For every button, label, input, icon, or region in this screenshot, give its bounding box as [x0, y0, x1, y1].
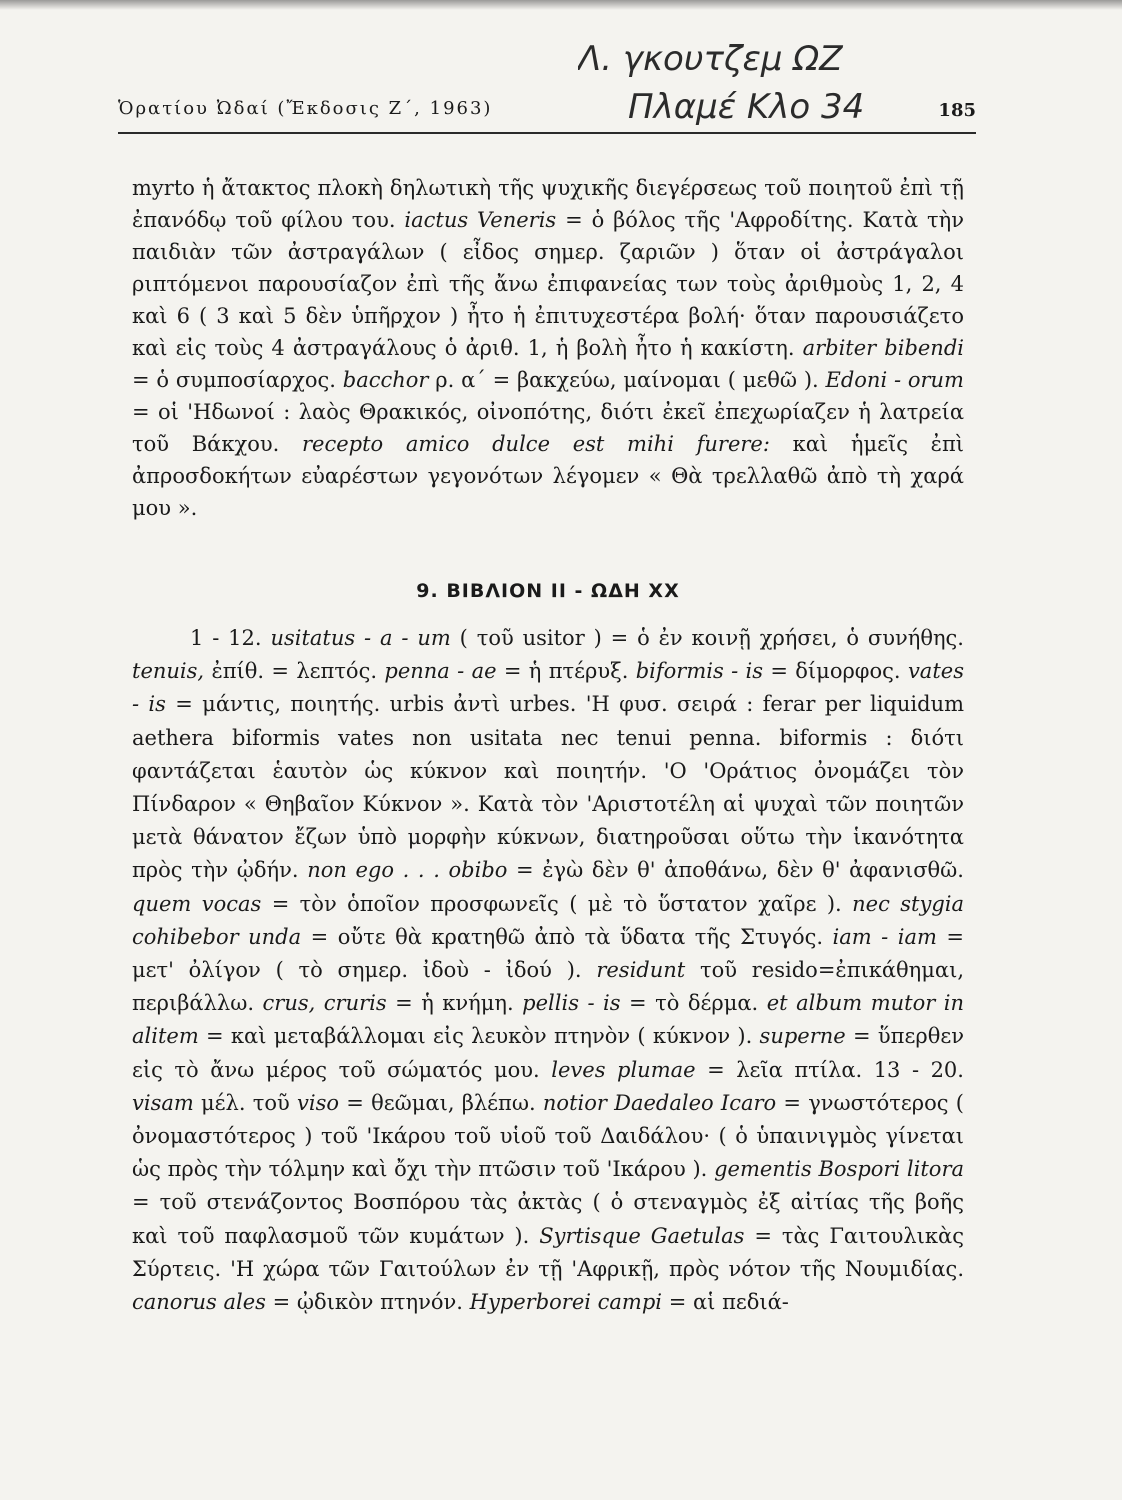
text-run: = ἡ πτέρυξ.: [503, 659, 629, 684]
text-run: = ὁ συμποσίαρχος.: [132, 368, 336, 392]
latin-lemma: residunt: [596, 958, 686, 983]
handwriting-line-2: Πλαμέ Κλο 34: [628, 87, 865, 127]
text-run: μέλ. τοῦ: [201, 1090, 290, 1115]
latin-lemma: Edoni - orum: [825, 368, 964, 392]
text-run: καὶ ἡμεῖς ἐπὶ ἀπροσδοκήτων εὐαρέστων γεγονότων λέγομεν « Θὰ τρελλαθῶ ἀπὸ τὴ χαρά μου ».: [132, 432, 964, 520]
page-number: 185: [938, 100, 976, 121]
text-run: = θεῶμαι, βλέπω.: [346, 1090, 536, 1115]
latin-lemma: Hyperborei campi: [469, 1290, 663, 1315]
text-run: = ᾠδικὸν πτηνόν.: [272, 1290, 463, 1315]
text-run: = τοῦ στενάζοντος Βοσπόρου τὰς ἀκτὰς ( ὁ στεναγμὸς ἐξ αἰτίας τῆς βοῆς καὶ τοῦ παφλασμοῦ τῶν κυμάτων ).: [132, 1190, 964, 1248]
handwritten-annotation: [578, 30, 1028, 140]
latin-lemma: bacchor: [342, 368, 429, 392]
latin-lemma: viso: [297, 1090, 340, 1115]
text-run: = τὰς Γαιτουλικὰς Σύρτεις. 'Η χώρα τῶν Γαιτούλων ἐν τῇ 'Αφρικῇ, πρὸς νότον τῆς Νουμιδίας.: [132, 1223, 964, 1281]
text-run: = ἡ κνήμη.: [395, 991, 514, 1016]
latin-lemma: tenuis,: [132, 659, 205, 684]
latin-lemma: Syrtisque Gaetulas: [539, 1223, 745, 1248]
text-run: = μάντις, ποιητής. urbis ἀντὶ urbes. 'Η φυσ. σειρά : ferar per liquidum aethera biformis vates non usitata nec tenui penna. biformis : διότι φαντάζεται ἑαυτὸν ὡς κύκνον καὶ ποιητήν. 'Ο 'Οράτιος ὀνομάζει τὸν Πίνδαρον « Θηβαῖον Κύκνον ». Κατὰ τὸν 'Αριστοτέλη αἱ ψυχαὶ τῶν ποιητῶν μετὰ θάνατον ἔζων ὑπὸ μορφὴν κύκνων, διατηροῦσαι οὕτω τὴν ἱκανότητα πρὸς τὴν ᾠδήν.: [132, 692, 965, 883]
latin-lemma: penna - ae: [384, 659, 497, 684]
text-run: = οἱ 'Ηδωνοί : λαὸς Θρακικός, οἰνοπότης, διότι ἐκεῖ ἐπεχωρίαζεν ἡ λατρεία τοῦ Βάκχου.: [132, 400, 964, 456]
latin-lemma: iactus Veneris: [404, 208, 557, 232]
commentary-paragraph-1: [132, 172, 964, 524]
text-run: = τὸν ὁποῖον προσφωνεῖς ( μὲ τὸ ὕστατον χαῖρε ).: [271, 891, 842, 916]
text-run: ρ. α΄ = βακχεύω, μαίνομαι ( μεθῶ ).: [435, 368, 819, 392]
latin-lemma: non ego . . . obibo: [307, 858, 508, 883]
text-run: = οὔτε θὰ κρατηθῶ ἀπὸ τὰ ὕδατα τῆς Στυγός.: [310, 924, 824, 949]
text-run: τοῦ resido=ἐπικάθημαι, περιβάλλω.: [132, 958, 964, 1016]
latin-lemma: superne: [759, 1024, 846, 1049]
latin-lemma: arbiter bibendi: [802, 336, 964, 360]
text-run: = γνωστότερος ( ὀνομαστότερος ) τοῦ 'Ικάρου τοῦ υἱοῦ τοῦ Δαιδάλου· ( ὁ ὑπαινιγμὸς γίνεται ὡς πρὸς τὴν τόλμην καὶ ὄχι τὴν πτῶσιν τοῦ 'Ικάρου ).: [132, 1090, 964, 1182]
latin-lemma: leves plumae: [551, 1057, 696, 1082]
text-run: ( τοῦ usitor ) = ὁ ἐν κοινῇ χρήσει, ὁ συνήθης.: [459, 626, 964, 650]
latin-lemma: et album mutor in alitem: [132, 991, 964, 1049]
latin-lemma: crus, cruris: [262, 991, 387, 1016]
commentary-paragraph-2: [132, 622, 964, 1319]
text-run: = ὕπερθεν εἰς τὸ ἄνω μέρος τοῦ σώματός μου.: [132, 1024, 964, 1082]
latin-lemma: gementis Bospori litora: [714, 1157, 964, 1182]
section-heading: 9. ΒΙΒΛΙΟΝ ΙΙ - ΩΔΗ ΧΧ: [416, 580, 680, 602]
latin-lemma: canorus ales: [132, 1290, 266, 1315]
text-run: = μετ' ὀλίγον ( τὸ σημερ. ἰδοὺ - ἰδού ).: [132, 924, 964, 983]
text-run: = ὁ βόλος τῆς 'Αφροδίτης. Κατὰ τὴν παιδιὰν τῶν ἀστραγάλων ( εἶδος σημερ. ζαριῶν ) ὅταν οἱ ἀστράγαλοι ριπτόμενοι παρουσίαζον ἐπὶ τῆς ἄνω ἐπιφανείας των τοὺς ἀριθμοὺς 1, 2, 4 καὶ 6 ( 3 καὶ 5 δὲν ὑπῆρχον ) ἦτο ἡ ἐπιτυχεστέρα βολή· ὅταν παρουσιάζετο καὶ εἰς τοὺς 4 ἀστραγάλους ὁ ἀριθ. 1, ἡ βολὴ ἦτο ἡ κακίστη.: [132, 208, 964, 360]
text-run: = καὶ μεταβάλλομαι εἰς λευκὸν πτηνὸν ( κύκνον ).: [206, 1024, 753, 1049]
latin-lemma: vates - is: [132, 659, 964, 717]
handwriting-line-1: Λ. γκουτζεμ ΩΖ: [578, 39, 843, 79]
text-run: = τὸ δέρμα.: [629, 991, 759, 1016]
latin-lemma: biformis - is: [635, 659, 764, 684]
text-run: 1 - 12.: [190, 626, 262, 650]
latin-lemma: pellis - is: [522, 991, 621, 1016]
page-edge: [0, 0, 1122, 10]
latin-lemma: notior Daedaleo Icaro: [542, 1090, 777, 1115]
text-run: = ἐγὼ δὲν θ' ἀποθάνω, δὲν θ' ἀφανισθῶ.: [516, 858, 964, 883]
latin-lemma: iam - iam: [832, 924, 937, 949]
latin-lemma: usitatus - a - um: [270, 626, 451, 650]
latin-lemma: quem vocas: [132, 891, 262, 916]
text-run: = δίμορφος.: [770, 659, 901, 684]
text-run: ἐπίθ. = λεπτός.: [211, 659, 378, 684]
latin-lemma: recepto amico dulce est mihi furere:: [301, 432, 770, 456]
text-run: = αἱ πεδιά-: [668, 1290, 789, 1315]
text-run: myrto ἡ ἄτακτος πλοκὴ δηλωτικὴ τῆς ψυχικῆς διεγέρσεως τοῦ ποιητοῦ ἐπὶ τῇ ἐπανόδῳ τοῦ φίλου του.: [132, 176, 964, 232]
latin-lemma: nec stygia cohibebor unda: [132, 891, 964, 949]
text-run: = λεῖα πτίλα. 13 - 20.: [707, 1057, 964, 1082]
header-title: Ὁρατίου Ὠδαί (Ἔκδοσις Ζ΄, 1963): [118, 98, 493, 119]
latin-lemma: visam: [132, 1090, 194, 1115]
